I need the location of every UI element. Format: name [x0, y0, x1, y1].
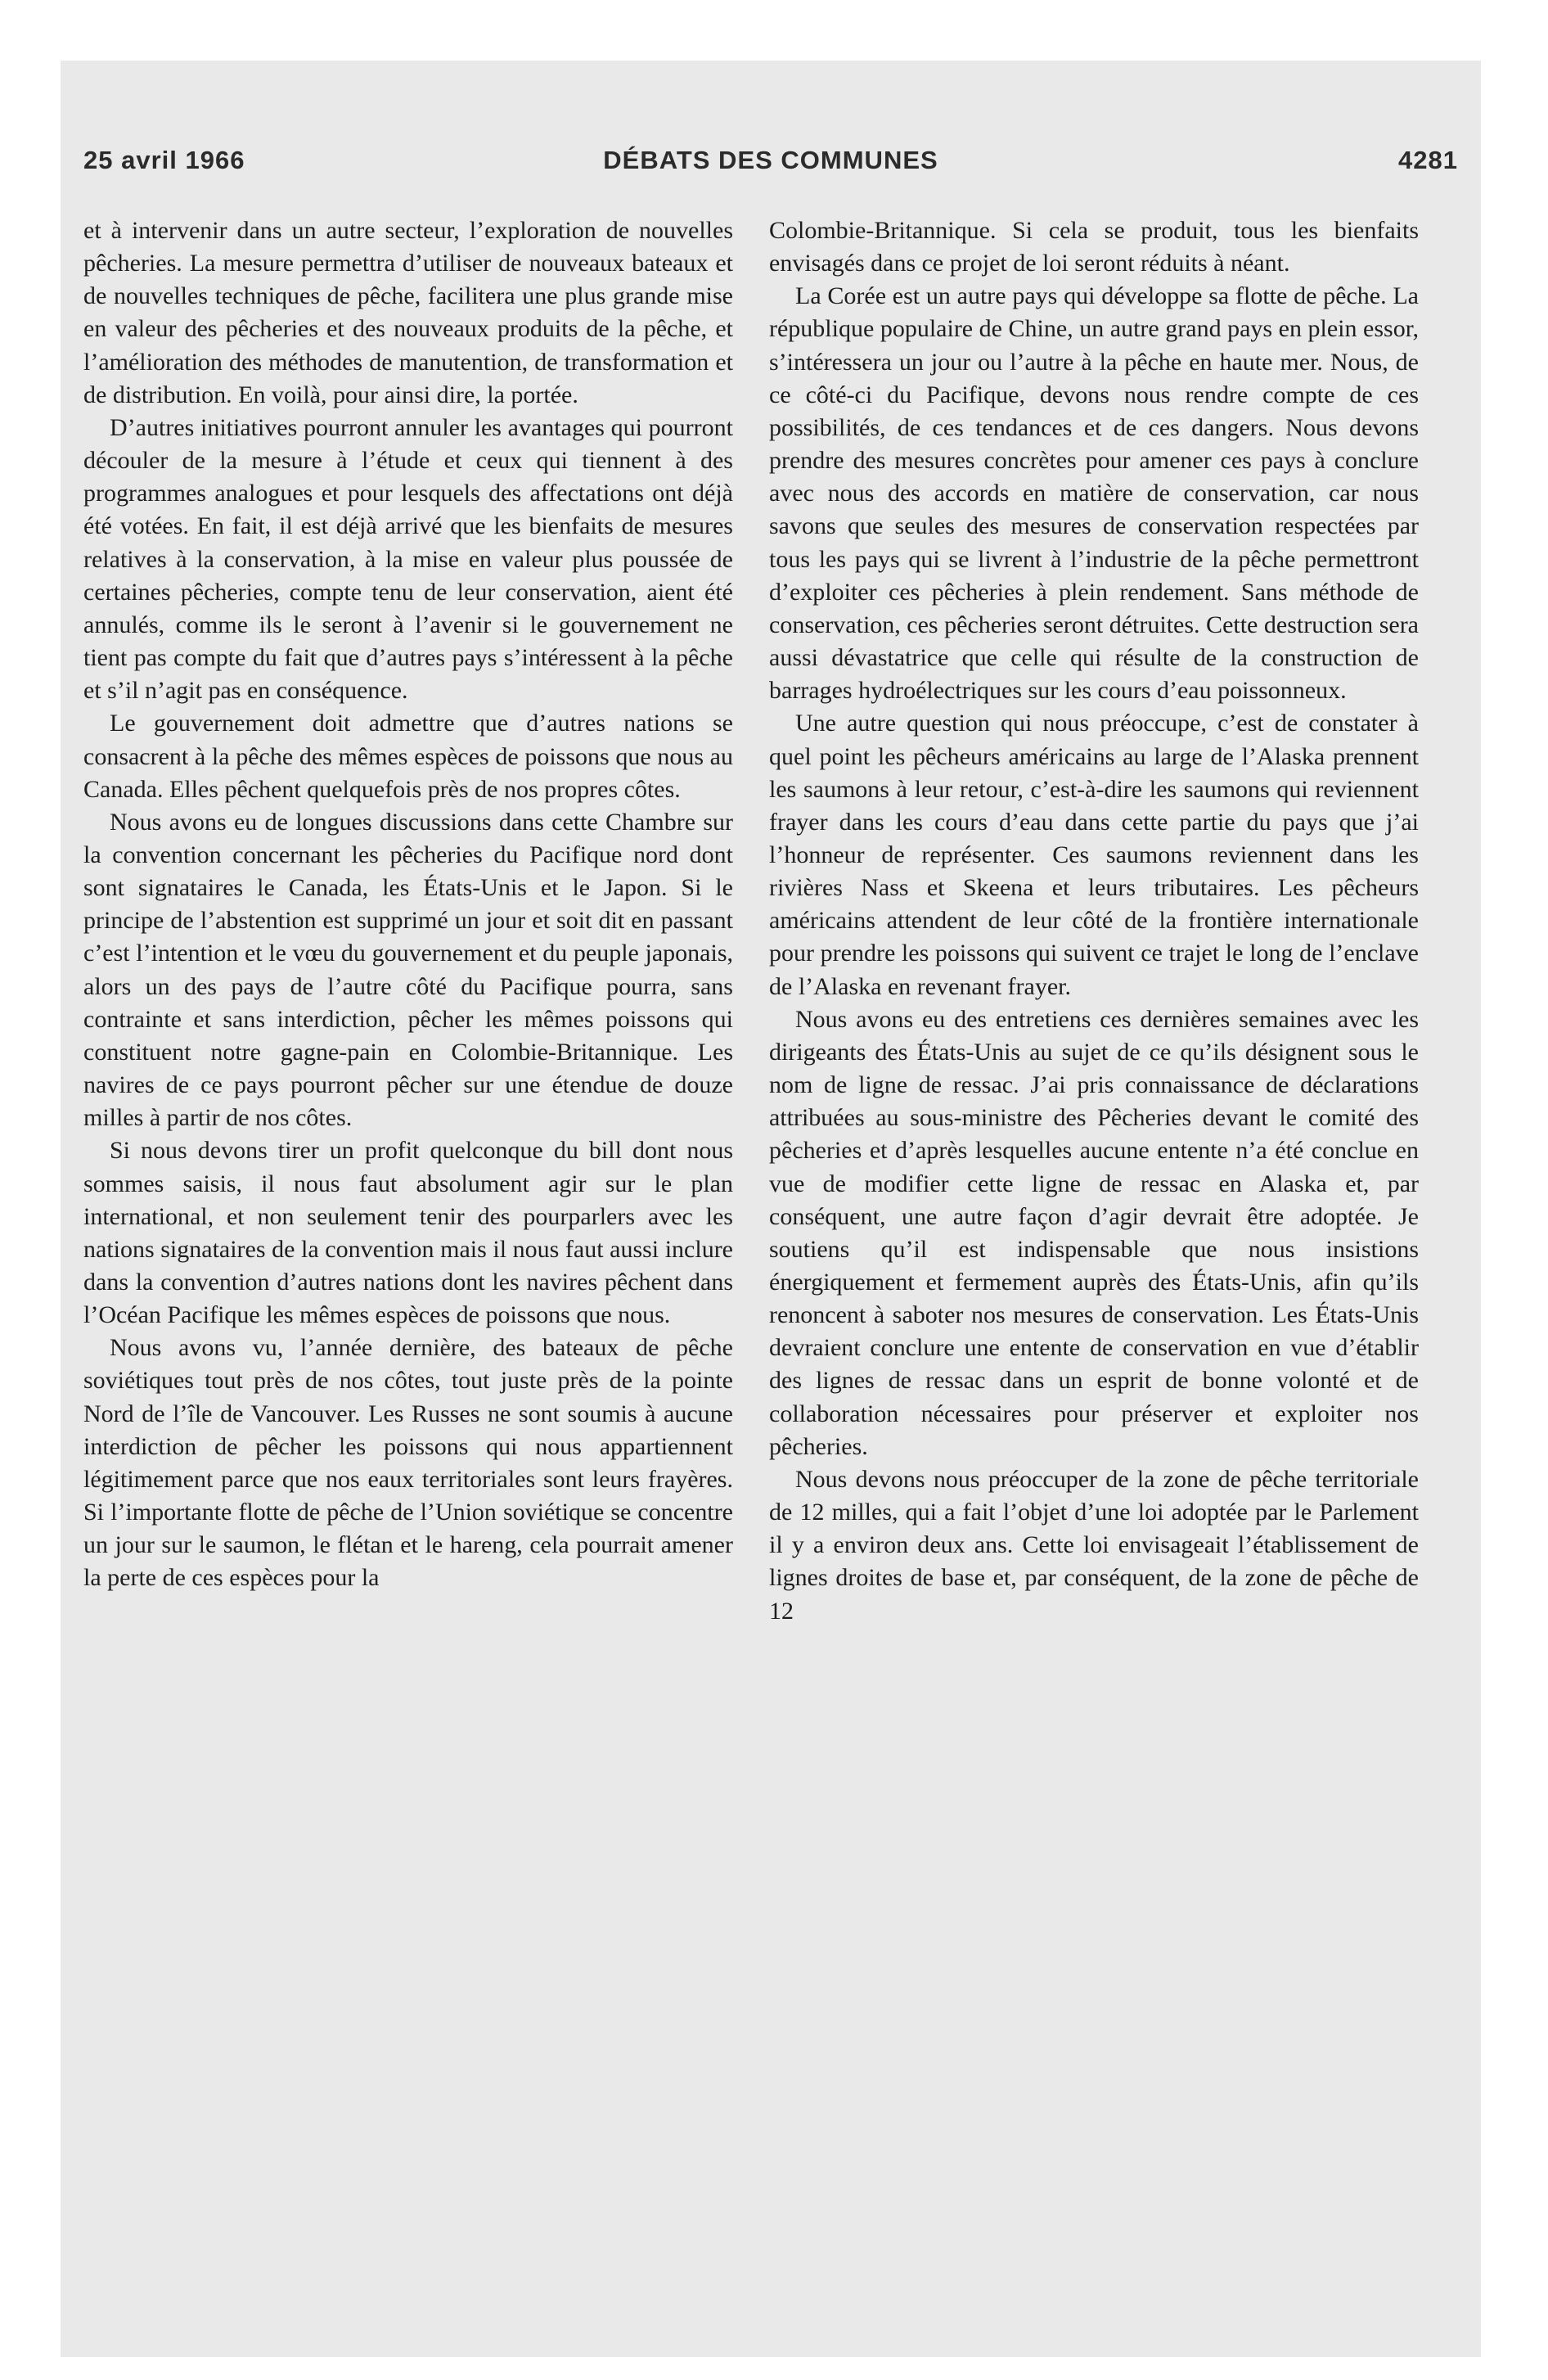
paragraph: et à intervenir dans un autre secteur, l’exploration de nouvelles pêcheries. La mesure permettra d’utiliser de nouveaux bateaux et de nouvelles techniques de pêche, facilitera une plus grande mise en valeur des pêcheries et des nouveaux produits de la pêche, et l’amélioration des méthodes de manutention, de transformation et de distribution. En voilà, pour ainsi dire, la portée.: [83, 217, 733, 408]
paragraph: Le gouvernement doit admettre que d’autres nations se consacrent à la pêche des mêmes espèces de poissons que nous au Canada. Elles pêchent quelquefois près de nos propres côtes.: [83, 710, 733, 803]
header-date: 25 avril 1966: [83, 146, 245, 174]
left-column: [83, 214, 733, 1595]
paragraph: Nous avons eu de longues discussions dans cette Chambre sur la convention concernant les pêcheries du Pacifique nord dont sont signataires le Canada, les États-Unis et le Japon. Si le principe de l’abstention est supprimé un jour et soit dit en passant c’est l’intention et le vœu du gouvernement et du peuple japonais, alors un des pays de l’autre côté du Pacifique pourra, sans contrainte et sans interdiction, pêcher les mêmes poissons qui constituent notre gagne-pain en Colombie-Britannique. Les navires de ce pays pourront pêcher sur une étendue de douze milles à partir de nos côtes.: [83, 808, 733, 1132]
header-title: DÉBATS DES COMMUNES: [603, 146, 938, 174]
paragraph: Si nous devons tirer un profit quelconque du bill dont nous sommes saisis, il nous faut absolument agir sur le plan international, et non seulement tenir des pourparlers avec les nations signataires de la convention mais il nous faut aussi inclure dans la convention d’autres nations dont les navires pêchent dans l’Océan Pacifique les mêmes espèces de poissons que nous.: [83, 1137, 733, 1329]
paragraph: La Corée est un autre pays qui développe sa flotte de pêche. La république populaire de Chine, un autre grand pays en plein essor, s’intéressera un jour ou l’autre à la pêche en haute mer. Nous, de ce côté-ci du Pacifique, devons nous rendre compte de ces possibilités, de ces tendances et de ces dangers. Nous devons prendre des mesures concrètes pour amener ces pays à conclure avec nous des accords en matière de conservation, car nous savons que seules des mesures de conservation respectées par tous les pays qui se livrent à l’industrie de la pêche permettront d’exploiter ces pêcheries à plein rendement. Sans méthode de conservation, ces pêcheries seront détruites. Cette destruction sera aussi dévastatrice que celle qui résulte de la construction de barrages hydroélectriques sur les cours d’eau poissonneux.: [769, 282, 1419, 705]
paragraph: Nous avons vu, l’année dernière, des bateaux de pêche soviétiques tout près de nos côtes, tout juste près de la pointe Nord de l’île de Vancouver. Les Russes ne sont soumis à aucune interdiction de pêcher les poissons qui nous appartiennent légitimement parce que nos eaux territoriales sont leurs frayères. Si l’importante flotte de pêche de l’Union soviétique se concentre un jour sur le saumon, le flétan et le hareng, cela pourrait amener la perte de ces espèces pour la: [83, 1334, 733, 1592]
header-page-number: 4281: [1398, 146, 1458, 174]
page-header: [61, 61, 1481, 224]
paragraph: D’autres initiatives pourront annuler les avantages qui pourront découler de la mesure à l’étude et ceux qui tiennent à des programmes analogues et pour lesquels des affectations ont déjà été votées. En fait, il est déjà arrivé que les bienfaits de mesures relatives à la conservation, à la mise en valeur plus poussée de certaines pêcheries, compte tenu de leur conservation, aient été annulés, comme ils le seront à l’avenir si le gouvernement ne tient pas compte du fait que d’autres pays s’intéressent à la pêche et s’il n’agit pas en conséquence.: [83, 413, 733, 705]
paragraph: Nous avons eu des entretiens ces dernières semaines avec les dirigeants des États-Unis au sujet de ce qu’ils désignent sous le nom de ligne de ressac. J’ai pris connaissance de déclarations attribuées au sous-ministre des Pêcheries devant le comité des pêcheries et d’après lesquelles aucune entente n’a été conclue en vue de modifier cette ligne de ressac en Alaska et, par conséquent, une autre façon d’agir devrait être adoptée. Je soutiens qu’il est indispensable que nous insistions énergiquement et fermement auprès des États-Unis, afin qu’ils renoncent à saboter nos mesures de conservation. Les États-Unis devraient conclure une entente de conservation en vue d’établir des lignes de ressac dans un esprit de bonne volonté et de collaboration nécessaires pour préserver et exploiter nos pêcheries.: [769, 1005, 1419, 1460]
paragraph: Une autre question qui nous préoccupe, c’est de constater à quel point les pêcheurs américains au large de l’Alaska prennent les saumons à leur retour, c’est-à-dire les saumons qui reviennent frayer dans les cours d’eau dans cette partie du pays que j’ai l’honneur de représenter. Ces saumons reviennent dans les rivières Nass et Skeena et leurs tributaires. Les pêcheurs américains attendent de leur côté de la frontière internationale pour prendre les poissons qui suivent ce trajet le long de l’enclave de l’Alaska en revenant frayer.: [769, 710, 1419, 1000]
paragraph: Nous devons nous préoccuper de la zone de pêche territoriale de 12 milles, qui a fait l’objet d’une loi adoptée par le Parlement il y a environ deux ans. Cette loi envisageait l’établissement de lignes droites de base et, par conséquent, de la zone de pêche de 12: [769, 1465, 1419, 1625]
paragraph: Colombie-Britannique. Si cela se produit, tous les bienfaits envisagés dans ce projet de loi seront réduits à néant.: [769, 217, 1419, 277]
scanned-page: [61, 61, 1481, 2357]
right-column: [769, 214, 1419, 1628]
